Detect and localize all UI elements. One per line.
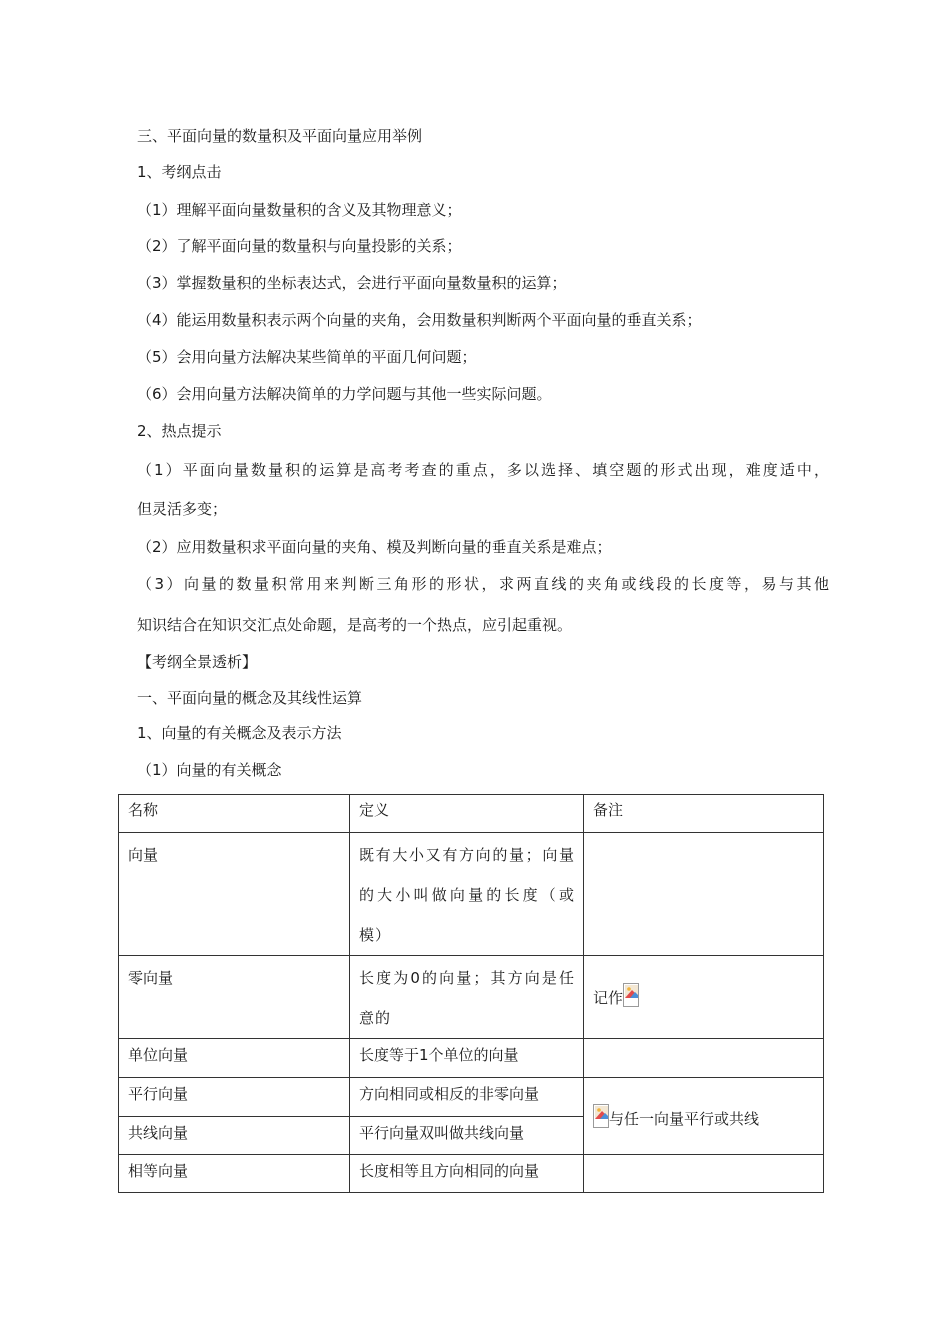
vector-concepts-table: [118, 794, 824, 1193]
row-note: [584, 1155, 824, 1193]
list-item: （3）掌握数量积的坐标表达式，会进行平面向量数量积的运算；: [137, 274, 567, 292]
row-definition: 长度等于1个单位的向量: [350, 1039, 584, 1078]
paragraph-line: 知识结合在知识交汇点处命题，是高考的一个热点，应引起重视。: [137, 616, 573, 634]
table-header-row: [119, 795, 824, 833]
row-name: 平行向量: [119, 1078, 350, 1117]
paragraph-line: （3）向量的数量积常用来判断三角形的形状，求两直线的夹角或线段的长度等，易与其他: [137, 575, 829, 593]
table-header-cell: 名称: [119, 795, 350, 833]
row-note-cell: [584, 956, 824, 1039]
list-item: （4）能运用数量积表示两个向量的夹角，会用数量积判断两个平面向量的垂直关系；: [137, 311, 702, 329]
list-item: （6）会用向量方法解决简单的力学问题与其他一些实际问题。: [137, 385, 552, 403]
row-note: [584, 1039, 824, 1078]
row-name: 单位向量: [119, 1039, 350, 1078]
paragraph-line: 但灵活多变；: [137, 500, 228, 518]
row-definition: 平行向量双叫做共线向量: [350, 1117, 584, 1155]
section-title: 三、平面向量的数量积及平面向量应用举例: [137, 127, 423, 145]
overview-heading: 【考纲全景透析】: [137, 653, 258, 671]
subsection-title: 1、考纲点击: [137, 163, 222, 181]
table-row: [119, 1039, 824, 1078]
table-header-cell: 备注: [584, 795, 824, 833]
row-definition: 方向相同或相反的非零向量: [350, 1078, 584, 1117]
table-row: [119, 956, 824, 1039]
paragraph-line: （2）应用数量积求平面向量的夹角、模及判断向量的垂直关系是难点；: [137, 538, 612, 556]
list-item: （1）理解平面向量数量积的含义及其物理意义；: [137, 201, 462, 219]
list-item: （2）了解平面向量的数量积与向量投影的关系；: [137, 237, 462, 255]
section-title: 一、平面向量的概念及其线性运算: [137, 689, 363, 707]
row-name: 共线向量: [119, 1117, 350, 1155]
row-definition: 长度为0的向量；其方向是任意的: [350, 956, 584, 1039]
paragraph-line: （1）平面向量数量积的运算是高考考查的重点，多以选择、填空题的形式出现，难度适中，: [137, 461, 829, 479]
table-row: [119, 1155, 824, 1193]
table-header-cell: 定义: [350, 795, 584, 833]
zero-vector-image-icon: [623, 983, 639, 1007]
row-name: 向量: [119, 833, 350, 956]
table-caption: （1）向量的有关概念: [137, 761, 282, 779]
subsection-title: 1、向量的有关概念及表示方法: [137, 724, 342, 742]
row-note: 记作: [593, 989, 624, 1007]
row-name: 相等向量: [119, 1155, 350, 1193]
row-definition: 长度相等且方向相同的向量: [350, 1155, 584, 1193]
subsection-title: 2、热点提示: [137, 422, 222, 440]
row-definition: 既有大小又有方向的量；向量的大小叫做向量的长度（或模）: [350, 833, 584, 956]
table-row: [119, 833, 824, 956]
zero-vector-image-icon: [593, 1104, 609, 1128]
row-note: 与任一向量平行或共线: [609, 1109, 760, 1128]
row-note-cell: [584, 1078, 824, 1155]
list-item: （5）会用向量方法解决某些简单的平面几何问题；: [137, 348, 477, 366]
row-name: 零向量: [119, 956, 350, 1039]
table-row: [119, 1078, 824, 1117]
row-note: [584, 833, 824, 956]
